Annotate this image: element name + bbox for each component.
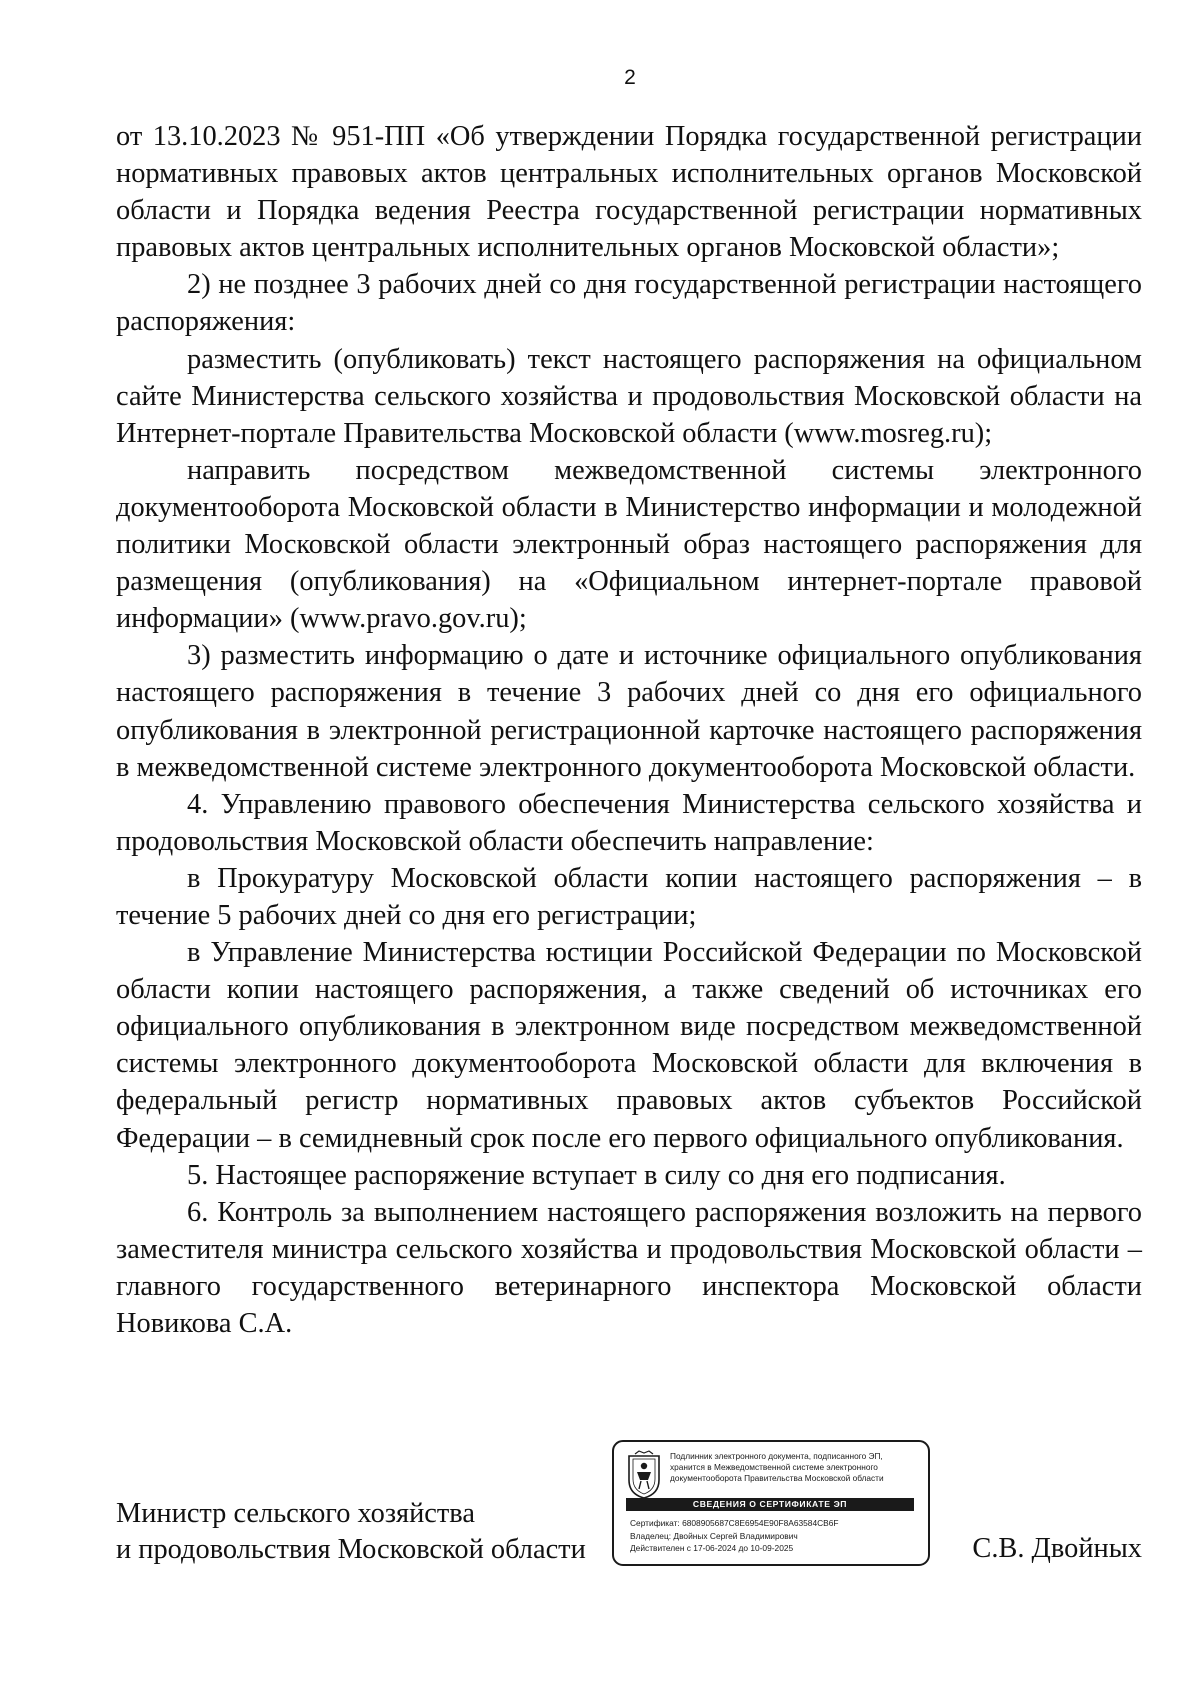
paragraph-resolution-reference: от 13.10.2023 № 951-ПП «Об утверждении Порядка государственной регистрации нормативных правовых актов центральных исполнительных органов Московской области и Порядка ведения Реестра государственной регистрации нормативных правовых актов центральных исполнительных органов Московской области»; <box>116 121 1142 264</box>
stamp-notice-line1: Подлинник электронного документа, подписанного ЭП, <box>670 1451 883 1461</box>
minister-title <box>116 1496 586 1567</box>
paragraph-item-3: 3) разместить информацию о дате и источнике официального опубликования настоящего распоряжения в течение 3 рабочих дней со дня его официального опубликования в электронной регистрационной карточке настоящего распоряжения в межведомственной системе электронного документооборота Московской области. <box>116 640 1142 783</box>
stamp-certificate: Сертификат: 6808905687C8E6954E90F8A63584CB6F <box>630 1518 839 1528</box>
page-number: 2 <box>624 66 636 89</box>
paragraph-item-5: 5. Настоящее распоряжение вступает в силу со дня его подписания. <box>187 1159 1006 1191</box>
document-body <box>116 118 1142 1342</box>
stamp-heading: СВЕДЕНИЯ О СЕРТИФИКАТЕ ЭП <box>626 1498 914 1511</box>
stamp-validity: Действителен с 17-06-2024 до 10-09-2025 <box>630 1543 794 1553</box>
stamp-notice-line3: документооборота Правительства Московской области <box>670 1473 884 1483</box>
stamp-notice <box>670 1451 922 1484</box>
signature-block <box>116 1440 1142 1580</box>
stamp-owner: Владелец: Двойных Сергей Владимирович <box>630 1530 798 1541</box>
coat-of-arms-icon <box>624 1450 664 1500</box>
paragraph-item-6: 6. Контроль за выполнением настоящего распоряжения возложить на первого заместителя министра сельского хозяйства и продовольствия Московской области – главного государственного ветеринарного инспектора Московской области Новикова С.А. <box>116 1196 1142 1339</box>
paragraph-item-2: 2) не позднее 3 рабочих дней со дня государственной регистрации настоящего распоряжения: <box>116 269 1142 338</box>
stamp-certificate-details <box>630 1517 922 1555</box>
electronic-signature-stamp <box>612 1440 930 1566</box>
paragraph-send-ministry: направить посредством межведомственной системы электронного документооборота Московской области в Министерство информации и молодежной политики Московской области электронный образ настоящего распоряжения для размещения (опубликования) на «Официальном интернет-портале правовой информации» (www.pravo.gov.ru); <box>116 454 1142 635</box>
minister-name: С.В. Двойных <box>972 1533 1142 1564</box>
paragraph-prosecutor: в Прокуратуру Московской области копии настоящего распоряжения – в течение 5 рабочих дней со дня его регистрации; <box>116 862 1142 931</box>
paragraph-justice-ministry: в Управление Министерства юстиции Российской Федерации по Московской области копии настоящего распоряжения, а также сведений об источниках его официального опубликования в электронном виде посредством межведомственной системы электронного документооборота Московской области для включения в федеральный регистр нормативных правовых актов субъектов Российской Федерации – в семидневный срок после его первого официального опубликования. <box>116 937 1142 1154</box>
paragraph-publish-site: разместить (опубликовать) текст настоящего распоряжения на официальном сайте Министерства сельского хозяйства и продовольствия Московской области на Интернет-портале Правительства Московской области (www.mosreg.ru); <box>116 343 1142 449</box>
minister-title-line2: и продовольствия Московской области <box>116 1533 586 1565</box>
stamp-notice-line2: хранится в Межведомственной системе электронного <box>670 1462 878 1472</box>
paragraph-item-4: 4. Управлению правового обеспечения Министерства сельского хозяйства и продовольствия Московской области обеспечить направление: <box>116 788 1142 857</box>
minister-title-line1: Министр сельского хозяйства <box>116 1498 475 1529</box>
